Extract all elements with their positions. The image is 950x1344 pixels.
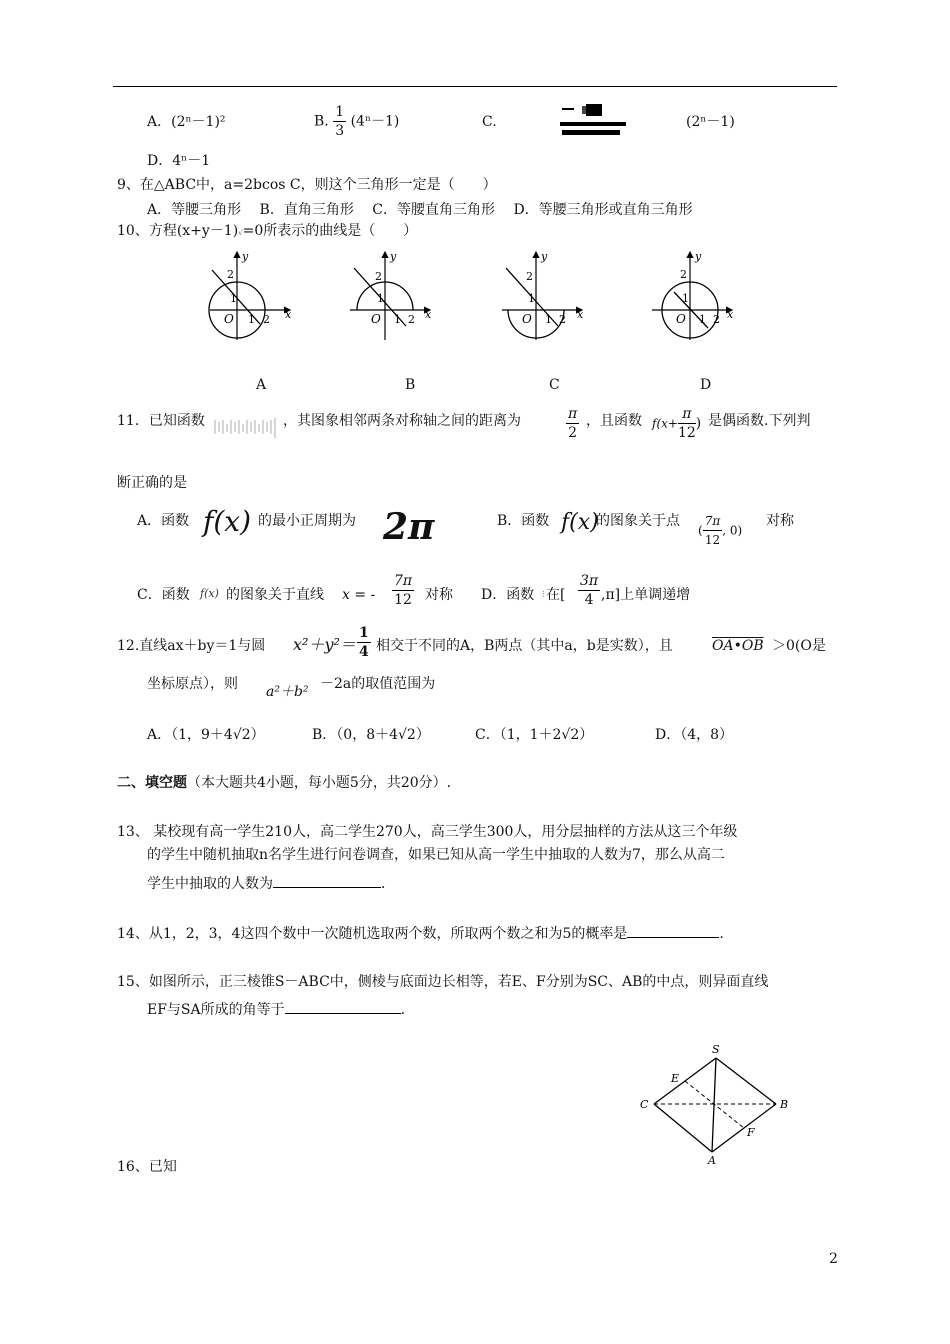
q14: 14、从1，2，3，4这四个数中一次随机选取两个数，所取两个数之和为5的概率是 . <box>117 923 724 943</box>
q14-answer-blank[interactable] <box>627 923 719 938</box>
q8-option-b: B. $\frac{1}{3}$ (4ⁿ－1) <box>314 104 400 139</box>
header-rule <box>113 86 837 87</box>
q11-stem-mid: ，其图象相邻两条对称轴之间的距离为 <box>283 413 521 429</box>
svg-text:1: 1 <box>545 313 552 326</box>
svg-text:A: A <box>708 1154 716 1165</box>
q15-line2: EF与SA所成的角等于 . <box>147 999 405 1019</box>
q11-stem-pre: 11．已知函数 <box>117 413 205 429</box>
q11-c-mid: 的图象关于直线 <box>226 587 324 603</box>
q12-option-d: D．（4，8） <box>655 727 734 743</box>
q8-option-a: A．(2ⁿ－1)² <box>147 114 226 130</box>
q12-stem-end: ＞0(O是 <box>772 638 826 654</box>
q11-c-fraction: $\frac{7\pi}{12}$ <box>394 573 413 608</box>
svg-text:S: S <box>712 1043 720 1056</box>
svg-text:1: 1 <box>699 313 706 326</box>
q12-option-c: C．（1，1＋2√2） <box>475 727 594 743</box>
svg-text:1: 1 <box>682 292 689 305</box>
page-number: 2 <box>829 1251 838 1267</box>
q12-option-a: A．（1，9＋4√2） <box>147 727 265 743</box>
svg-text:2: 2 <box>408 313 415 326</box>
q10-label-b: B <box>405 377 416 393</box>
q10-stem: 10、方程(x+y－1)√=0所表示的曲线是（ ） <box>117 223 418 239</box>
q11-stem-line2: 断正确的是 <box>117 475 187 491</box>
q13-line3: 学生中抽取的人数为 . <box>147 873 385 893</box>
q11-b-point: ( $\frac{7\pi}{12}$ , 0) <box>698 514 743 547</box>
svg-text:2: 2 <box>680 268 687 281</box>
q8-option-d: D．4ⁿ－1 <box>147 153 211 169</box>
q11-b-post: 对称 <box>766 513 794 529</box>
q10-label-a: A <box>256 377 267 393</box>
q11-b-fx: f(x) <box>561 510 599 535</box>
q12-stem-pre: 12.直线ax＋by＝1与圆 <box>117 638 266 654</box>
q11-option-c: C．函数 <box>137 587 190 603</box>
q10-graphs <box>190 248 770 348</box>
svg-text:C: C <box>640 1098 649 1111</box>
svg-text:y: y <box>695 250 702 263</box>
svg-text:1: 1 <box>230 292 237 305</box>
svg-text:x: x <box>727 308 734 321</box>
svg-text:E: E <box>671 1072 680 1085</box>
sqrt-artifact: √ <box>238 229 243 237</box>
q11-a-fx: f(x) <box>203 505 252 538</box>
svg-text:2: 2 <box>263 313 270 326</box>
q13-answer-blank[interactable] <box>273 873 381 888</box>
scan-artifact-icon <box>558 102 638 140</box>
svg-text:x: x <box>425 308 432 321</box>
graph-d <box>652 250 734 340</box>
q13-line2: 的学生中随机抽取n名学生进行问卷调查，如果已知从高一学生中抽取的人数为7，那么从高二 <box>147 847 725 863</box>
q8-b-fraction: $\frac{1}{3}$ <box>335 104 345 139</box>
q15-line1: 15、如图所示，正三棱锥S－ABC中，侧棱与底面边长相等，若E、F分别为SC、AB的中点，则异面直线 <box>117 974 769 990</box>
q11-shift-function: f(x+ $\frac{\pi}{12}$ ) <box>652 406 702 441</box>
q8-c-scan-artifact <box>558 102 638 140</box>
q11-option-d: D．函数 <box>481 587 535 603</box>
q11-c-fx: f(x) <box>200 587 219 600</box>
svg-text:O: O <box>224 312 234 326</box>
q11-function-artifact <box>213 416 279 440</box>
q11-option-a: A．函数 <box>137 513 190 529</box>
graph-c <box>502 250 584 340</box>
q12-line2-post: －2a的取值范围为 <box>320 676 436 692</box>
q12-radius-fraction: $\frac{1}{4}$ <box>359 625 369 660</box>
svg-text:O: O <box>676 312 686 326</box>
q15-pyramid-figure <box>630 1040 800 1165</box>
q11-d-artifact: ⋮ <box>540 590 547 598</box>
svg-text:O: O <box>371 312 381 326</box>
q9-stem: 9、在△ABC中，a=2bcos C，则这个三角形一定是（ ） <box>117 177 497 193</box>
graph-a <box>209 250 292 340</box>
q11-a-mid: 的最小正周期为 <box>258 513 356 529</box>
q11-b-mid: 的图象关于点 <box>596 513 680 529</box>
q10-label-c: C <box>549 377 560 393</box>
svg-text:1: 1 <box>248 313 255 326</box>
svg-text:2: 2 <box>526 270 533 283</box>
q12-line2-expr: a²＋b² <box>266 684 309 700</box>
q8-option-c-label: C. <box>482 114 497 130</box>
svg-text:F: F <box>747 1126 755 1139</box>
svg-text:y: y <box>541 250 548 263</box>
q11-d-post: ,π]上单调递增 <box>601 587 691 603</box>
q11-stem-post: 是偶函数.下列判 <box>708 413 811 429</box>
q12-option-b: B．（0，8＋4√2） <box>312 727 430 743</box>
q11-d-mid: 在[ <box>546 587 566 603</box>
formula-artifact-icon <box>213 416 279 440</box>
q11-a-val: 2π <box>383 506 435 548</box>
q8-option-c-expr: (2ⁿ－1) <box>686 114 735 130</box>
pyramid-svg <box>630 1040 800 1165</box>
q11-c-post: 对称 <box>425 587 453 603</box>
svg-text:y: y <box>242 250 249 263</box>
q11-c-x: x = - <box>342 587 376 603</box>
q10-graphs-svg <box>190 248 770 348</box>
svg-text:1: 1 <box>528 292 535 305</box>
section-2-heading: 二、填空题（本大题共4小题，每小题5分，共20分）. <box>117 775 452 791</box>
svg-text:x: x <box>577 308 584 321</box>
q13-line1: 13、 某校现有高一学生210人，高二学生270人，高三学生300人，用分层抽样的方法从这三个年级 <box>117 824 738 840</box>
svg-text:2: 2 <box>375 270 382 283</box>
q12-stem-post: 相交于不同的A，B两点（其中a，b是实数），且 <box>376 638 673 654</box>
q12-dot-product: OA•OB <box>712 638 764 654</box>
q9-options: A．等腰三角形 B．直角三角形 C．等腰直角三角形 D．等腰三角形或直角三角形 <box>147 202 693 218</box>
svg-text:y: y <box>390 250 397 263</box>
q10-label-d: D <box>700 377 712 393</box>
graph-b <box>350 250 432 340</box>
q11-option-b: B．函数 <box>497 513 550 529</box>
svg-text:2: 2 <box>713 313 720 326</box>
q11-stem-mid2: ，且函数 <box>586 413 642 429</box>
q12-line2-pre: 坐标原点），则 <box>147 676 238 692</box>
q11-d-fraction: $\frac{3\pi}{4}$ <box>580 573 599 608</box>
svg-text:B: B <box>780 1098 789 1111</box>
q16: 16、已知 <box>117 1159 177 1175</box>
q11-half-pi: $\frac{\pi}{2}$ <box>568 406 578 441</box>
svg-text:2: 2 <box>227 268 234 281</box>
q12-circle-eq: x²＋y²＝ <box>293 635 356 654</box>
svg-text:O: O <box>522 312 532 326</box>
svg-text:x: x <box>285 308 292 321</box>
svg-text:1: 1 <box>377 292 384 305</box>
svg-text:2: 2 <box>559 313 566 326</box>
svg-text:1: 1 <box>394 313 401 326</box>
q15-answer-blank[interactable] <box>285 999 401 1014</box>
